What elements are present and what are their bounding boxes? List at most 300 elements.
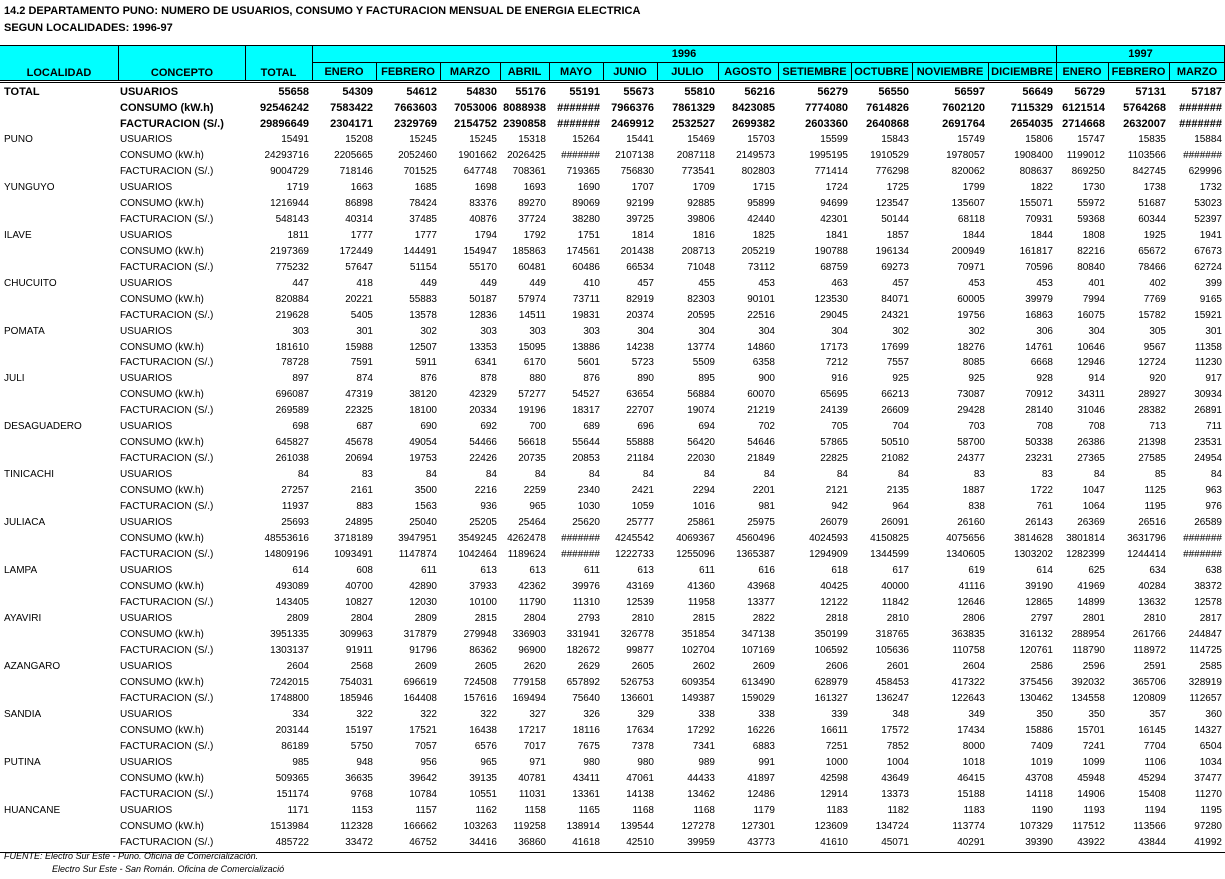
row-value: 1693 (523, 181, 546, 193)
year-rule (312, 62, 1225, 63)
row-locality (4, 260, 114, 276)
row-value: 20334 (469, 405, 497, 417)
column-rule (988, 63, 989, 80)
row-value: 42301 (820, 213, 848, 225)
row-concept: CONSUMO (kW.h) (120, 437, 204, 449)
row-value: 22707 (626, 405, 654, 417)
row-locality (4, 595, 114, 611)
table-row (0, 371, 1225, 387)
row-value: 14899 (1077, 597, 1105, 609)
row-value: 123530 (814, 293, 848, 305)
header-month: MAYO (560, 66, 592, 78)
row-value: 418 (356, 277, 373, 289)
row-value: 1910529 (870, 149, 909, 161)
row-value: 1663 (350, 181, 373, 193)
row-value: 196134 (875, 245, 909, 257)
row-value: 2154752 (454, 117, 497, 130)
row-value: 96900 (518, 644, 546, 656)
row-value: 24321 (881, 309, 909, 321)
row-value: 17292 (687, 724, 715, 736)
row-value: 25464 (518, 517, 546, 529)
row-value: 45948 (1077, 772, 1105, 784)
row-value: 110758 (952, 644, 985, 656)
row-value: 322 (420, 708, 437, 720)
row-value: 37933 (469, 581, 497, 593)
row-value: 82303 (687, 293, 715, 305)
row-value: 201438 (620, 245, 654, 257)
row-value: 73711 (572, 293, 600, 305)
row-value: 327 (529, 708, 546, 720)
row-concept: FACTURACION (S/.) (120, 165, 214, 177)
table-row (0, 260, 1225, 276)
row-value: 7602120 (942, 101, 985, 114)
row-value: 107169 (741, 644, 775, 656)
row-value: 309963 (339, 628, 373, 640)
row-value: 15747 (1077, 133, 1105, 145)
row-value: 2815 (474, 613, 497, 624)
row-concept: CONSUMO (kW.h) (120, 485, 204, 497)
row-concept: CONSUMO (kW.h) (120, 293, 204, 305)
row-value: 13578 (409, 309, 437, 321)
row-value: 28927 (1138, 389, 1166, 401)
row-value: 134724 (875, 820, 909, 832)
row-concept: CONSUMO (kW.h) (120, 101, 214, 114)
row-value: 15408 (1138, 788, 1166, 800)
row-value: 86362 (469, 644, 497, 656)
row-value: 302 (892, 325, 909, 337)
row-locality (4, 148, 114, 164)
row-value: 878 (480, 373, 497, 385)
row-value: 55658 (278, 86, 309, 98)
row-value: 40284 (1138, 581, 1166, 593)
row-value: 618 (831, 565, 848, 577)
row-concept: USUARIOS (120, 660, 173, 672)
row-value: 629996 (1188, 165, 1222, 177)
row-value: 17699 (881, 341, 909, 353)
row-value: 719365 (566, 165, 600, 177)
row-value: 1908400 (1014, 149, 1053, 161)
row-value: 55170 (469, 261, 497, 273)
row-value: 628979 (814, 676, 848, 688)
row-value: 1777 (350, 229, 373, 241)
column-rule (245, 46, 246, 80)
row-value: 2390858 (503, 117, 546, 130)
row-value: 7583422 (330, 101, 373, 114)
row-value: 1563 (414, 501, 437, 513)
row-value: 7341 (692, 740, 715, 752)
row-value: 30934 (1194, 389, 1222, 401)
header-month: NOVIEMBRE (916, 66, 984, 78)
row-value: 15701 (1077, 724, 1105, 736)
row-value: 53023 (1194, 197, 1222, 209)
row-value: 120761 (1019, 644, 1053, 656)
row-value: 21398 (1138, 437, 1166, 449)
table-row (0, 787, 1225, 803)
row-concept: CONSUMO (kW.h) (120, 676, 204, 688)
row-concept: CONSUMO (kW.h) (120, 820, 204, 832)
row-value: 10784 (409, 788, 437, 800)
row-value: 43411 (572, 772, 600, 784)
row-value: 54466 (469, 437, 497, 449)
row-value: 703 (968, 421, 985, 433)
row-concept: FACTURACION (S/.) (120, 117, 224, 130)
row-value: 6576 (474, 740, 497, 752)
row-value: 985 (292, 756, 309, 768)
row-value: 26589 (1194, 517, 1222, 529)
row-value: 2797 (1030, 613, 1053, 624)
header-month: AGOSTO (724, 66, 772, 78)
row-value: 890 (637, 373, 654, 385)
row-value: 2591 (1143, 660, 1166, 672)
row-value: 1513984 (270, 820, 309, 832)
row-value: 1811 (287, 229, 309, 241)
row-value: 15469 (687, 133, 715, 145)
row-value: 365706 (1132, 676, 1166, 688)
row-value: 43968 (747, 581, 775, 593)
table-row (0, 276, 1225, 292)
row-value: 1282399 (1066, 549, 1105, 561)
row-value: 526753 (620, 676, 654, 688)
row-locality: LAMPA (4, 565, 38, 577)
row-value: 114725 (1189, 644, 1222, 656)
row-value: 95899 (747, 197, 775, 209)
row-value: 157616 (463, 692, 497, 704)
row-value: 914 (1088, 373, 1105, 385)
row-value: 12507 (409, 341, 437, 353)
row-value: 838 (968, 501, 985, 513)
column-rule (1169, 63, 1170, 80)
row-value: 17572 (881, 724, 909, 736)
row-value: 8000 (962, 740, 985, 752)
row-value: 34311 (1077, 389, 1105, 401)
row-value: 2149573 (736, 149, 775, 161)
row-value: 66534 (626, 261, 654, 273)
row-value: 54830 (466, 86, 497, 98)
row-value: 1685 (414, 181, 437, 193)
row-value: 645827 (275, 437, 309, 449)
row-value: 2469912 (611, 117, 654, 130)
row-concept: FACTURACION (S/.) (120, 501, 214, 513)
row-concept: USUARIOS (120, 804, 173, 816)
row-value: 20694 (345, 453, 373, 465)
row-value: 304 (698, 325, 715, 337)
row-value: 2699382 (732, 117, 775, 130)
row-locality (4, 164, 114, 180)
row-concept: CONSUMO (kW.h) (120, 389, 204, 401)
row-value: 303 (292, 325, 309, 337)
row-value: 208713 (681, 245, 715, 257)
header-bottom-rule (0, 80, 1225, 81)
row-value: 2809 (286, 613, 309, 624)
row-value: 84 (485, 469, 497, 481)
row-value: 25777 (626, 517, 654, 529)
row-value: 7115329 (1010, 101, 1053, 114)
row-value: 1799 (962, 181, 985, 193)
row-value: 12030 (409, 597, 437, 609)
row-value: 7409 (1030, 740, 1053, 752)
row-value: 363835 (951, 628, 985, 640)
table-row (0, 180, 1225, 196)
row-value: 9165 (1199, 293, 1222, 305)
row-locality (4, 196, 114, 212)
row-value: 22325 (345, 405, 373, 417)
row-locality (4, 387, 114, 403)
row-concept: USUARIOS (120, 517, 173, 529)
row-value: 97280 (1194, 820, 1222, 832)
row-value: 66213 (881, 389, 909, 401)
row-value: 1042464 (458, 549, 497, 561)
row-value: 3718189 (334, 533, 373, 545)
row-value: 708 (1088, 421, 1105, 433)
row-value: 50338 (1025, 437, 1053, 449)
row-value: 708361 (512, 165, 546, 177)
table-row (0, 659, 1225, 675)
row-value: 40876 (469, 213, 497, 225)
row-value: 2817 (1199, 613, 1222, 624)
row-value: 1822 (1030, 181, 1053, 193)
row-value: 1707 (631, 181, 654, 193)
row-value: 23531 (1194, 437, 1222, 449)
row-value: 1165 (578, 804, 600, 816)
row-value: 23231 (1025, 453, 1053, 465)
row-value: 86189 (281, 740, 309, 752)
row-value: 29896649 (260, 117, 309, 130)
row-value: 166662 (403, 820, 437, 832)
row-value: 42598 (820, 772, 848, 784)
row-value: 29428 (957, 405, 985, 417)
row-concept: FACTURACION (S/.) (120, 692, 214, 704)
row-value: 17173 (820, 341, 848, 353)
row-value: 1244414 (1127, 549, 1166, 561)
row-value: 2629 (577, 660, 600, 672)
row-value: 869250 (1071, 165, 1105, 177)
row-value: 303 (583, 325, 600, 337)
row-locality (4, 100, 114, 116)
row-value: 625 (1088, 565, 1105, 577)
row-value: 2605 (631, 660, 654, 672)
row-value: 963 (1205, 485, 1222, 497)
column-rule (912, 63, 913, 80)
row-concept: FACTURACION (S/.) (120, 549, 214, 561)
row-value: 59368 (1077, 213, 1105, 225)
row-value: 700 (529, 421, 546, 433)
column-rule (118, 46, 119, 80)
row-concept: CONSUMO (kW.h) (120, 197, 204, 209)
row-value: 455 (698, 277, 715, 289)
row-value: 5405 (350, 309, 373, 321)
row-value: 916 (831, 373, 848, 385)
row-value: 78424 (409, 197, 437, 209)
row-value: 756830 (620, 165, 654, 177)
row-value: 2609 (414, 660, 437, 672)
row-value: 880 (529, 373, 546, 385)
row-value: 3631796 (1127, 533, 1166, 545)
row-value: 26143 (1025, 517, 1053, 529)
row-value: 306 (1036, 325, 1053, 337)
row-value: 13377 (747, 597, 775, 609)
row-value: 657892 (566, 676, 600, 688)
row-locality: POMATA (4, 325, 45, 337)
row-value: 118790 (1072, 644, 1105, 656)
row-value: 724508 (463, 676, 497, 688)
row-concept: USUARIOS (120, 756, 173, 768)
table-row (0, 579, 1225, 595)
row-value: 84 (763, 469, 775, 481)
table-row (0, 835, 1225, 851)
row-value: 1030 (577, 501, 600, 513)
table-row (0, 675, 1225, 691)
row-locality (4, 531, 114, 547)
row-locality: JULIACA (4, 517, 46, 529)
row-value: 15208 (345, 133, 373, 145)
row-value: 1690 (577, 181, 600, 193)
row-value: 269589 (275, 405, 309, 417)
row-value: 161817 (1019, 245, 1053, 257)
row-concept: USUARIOS (120, 565, 173, 577)
row-value: 2135 (886, 485, 909, 497)
row-value: 2822 (752, 613, 775, 624)
row-value: 48553616 (264, 533, 309, 545)
row-value: 102704 (681, 644, 715, 656)
row-value: 203144 (275, 724, 309, 736)
row-value: 39190 (1025, 581, 1053, 593)
row-value: 942 (831, 501, 848, 513)
table-row (0, 435, 1225, 451)
source-note-1: FUENTE: Electro Sur Este - Puno. Oficina de Comercialización. (4, 851, 259, 861)
row-value: 7769 (1143, 293, 1166, 305)
row-value: 956 (420, 756, 437, 768)
row-value: 26386 (1077, 437, 1105, 449)
row-value: 375456 (1019, 676, 1053, 688)
row-value: 4560496 (736, 533, 775, 545)
row-value: 13774 (687, 341, 715, 353)
column-rule (549, 63, 550, 80)
row-value: 244847 (1188, 628, 1222, 640)
row-value: 1157 (415, 804, 437, 816)
row-value: 1158 (524, 804, 546, 816)
column-rule (1108, 63, 1109, 80)
row-value: 9567 (1143, 341, 1166, 353)
column-rule (718, 63, 719, 80)
table-row (0, 531, 1225, 547)
row-value: 22516 (747, 309, 775, 321)
row-locality (4, 212, 114, 228)
row-value: 26091 (881, 517, 909, 529)
row-value: 980 (583, 756, 600, 768)
row-value: 1844 (1030, 229, 1053, 241)
row-value: 874 (356, 373, 373, 385)
row-value: 25620 (572, 517, 600, 529)
row-value: 1195 (1144, 501, 1166, 513)
row-value: 1099 (1082, 756, 1105, 768)
row-locality (4, 244, 114, 260)
row-value: 4262478 (507, 533, 546, 545)
row-value: 2205665 (334, 149, 373, 161)
row-locality: CHUCUITO (4, 277, 57, 289)
row-value: 12578 (1194, 597, 1222, 609)
header-bottom-rule-2 (0, 82, 1225, 83)
row-value: 1153 (351, 804, 373, 816)
row-value: 22030 (687, 453, 715, 465)
row-value: 54309 (342, 86, 373, 98)
row-value: 24377 (957, 453, 985, 465)
row-value: 4075656 (946, 533, 985, 545)
row-concept: CONSUMO (kW.h) (120, 628, 204, 640)
row-value: ####### (561, 533, 600, 545)
header-month: ENERO (1062, 66, 1102, 78)
table-row (0, 627, 1225, 643)
row-value: 42510 (626, 836, 654, 848)
row-value: 219628 (275, 309, 309, 321)
row-value: 1183 (963, 804, 985, 816)
row-value: 12946 (1077, 357, 1105, 369)
row-value: 876 (583, 373, 600, 385)
row-value: 322 (356, 708, 373, 720)
row-value: 39976 (572, 581, 600, 593)
row-value: 51687 (1138, 197, 1166, 209)
row-value: 2604 (286, 660, 309, 672)
row-value: 16438 (469, 724, 497, 736)
row-value: 449 (420, 277, 437, 289)
row-locality: DESAGUADERO (4, 421, 82, 433)
row-value: 7861329 (672, 101, 715, 114)
table-row (0, 148, 1225, 164)
row-concept: FACTURACION (S/.) (120, 453, 214, 465)
row-value: 24895 (345, 517, 373, 529)
row-value: 1748800 (270, 692, 309, 704)
row-value: 702 (758, 421, 775, 433)
row-value: 2602 (692, 660, 715, 672)
row-concept: USUARIOS (120, 86, 179, 98)
row-value: 15782 (1138, 309, 1166, 321)
row-value: 2601 (886, 660, 909, 672)
row-value: 1715 (752, 181, 775, 193)
row-value: 614 (292, 565, 309, 577)
row-value: 10646 (1077, 341, 1105, 353)
row-value: 99877 (626, 644, 654, 656)
header-year-1997: 1997 (1128, 48, 1153, 60)
row-value: 1777 (414, 229, 437, 241)
row-value: 2201 (752, 485, 775, 497)
table-row (0, 324, 1225, 340)
row-value: 84 (1210, 469, 1222, 481)
row-value: 45678 (345, 437, 373, 449)
row-value: 304 (637, 325, 654, 337)
row-value: 84 (642, 469, 654, 481)
table-row (0, 707, 1225, 723)
row-value: 25205 (469, 517, 497, 529)
row-value: 5764268 (1123, 101, 1166, 114)
row-value: 304 (758, 325, 775, 337)
row-value: ####### (1183, 149, 1222, 161)
row-value: 14761 (1025, 341, 1053, 353)
table-row (0, 355, 1225, 371)
row-value: 69273 (881, 261, 909, 273)
row-value: 1019 (1030, 756, 1053, 768)
row-value: 75640 (572, 692, 600, 704)
row-value: 12724 (1138, 357, 1166, 369)
row-value: 42440 (747, 213, 775, 225)
row-value: 36860 (518, 836, 546, 848)
row-value: 15245 (469, 133, 497, 145)
row-value: 936 (480, 501, 497, 513)
row-value: 690 (420, 421, 437, 433)
row-value: 981 (758, 501, 775, 513)
table-row (0, 403, 1225, 419)
row-locality: TINICACHI (4, 469, 54, 481)
row-value: 1000 (825, 756, 848, 768)
table-row (0, 419, 1225, 435)
